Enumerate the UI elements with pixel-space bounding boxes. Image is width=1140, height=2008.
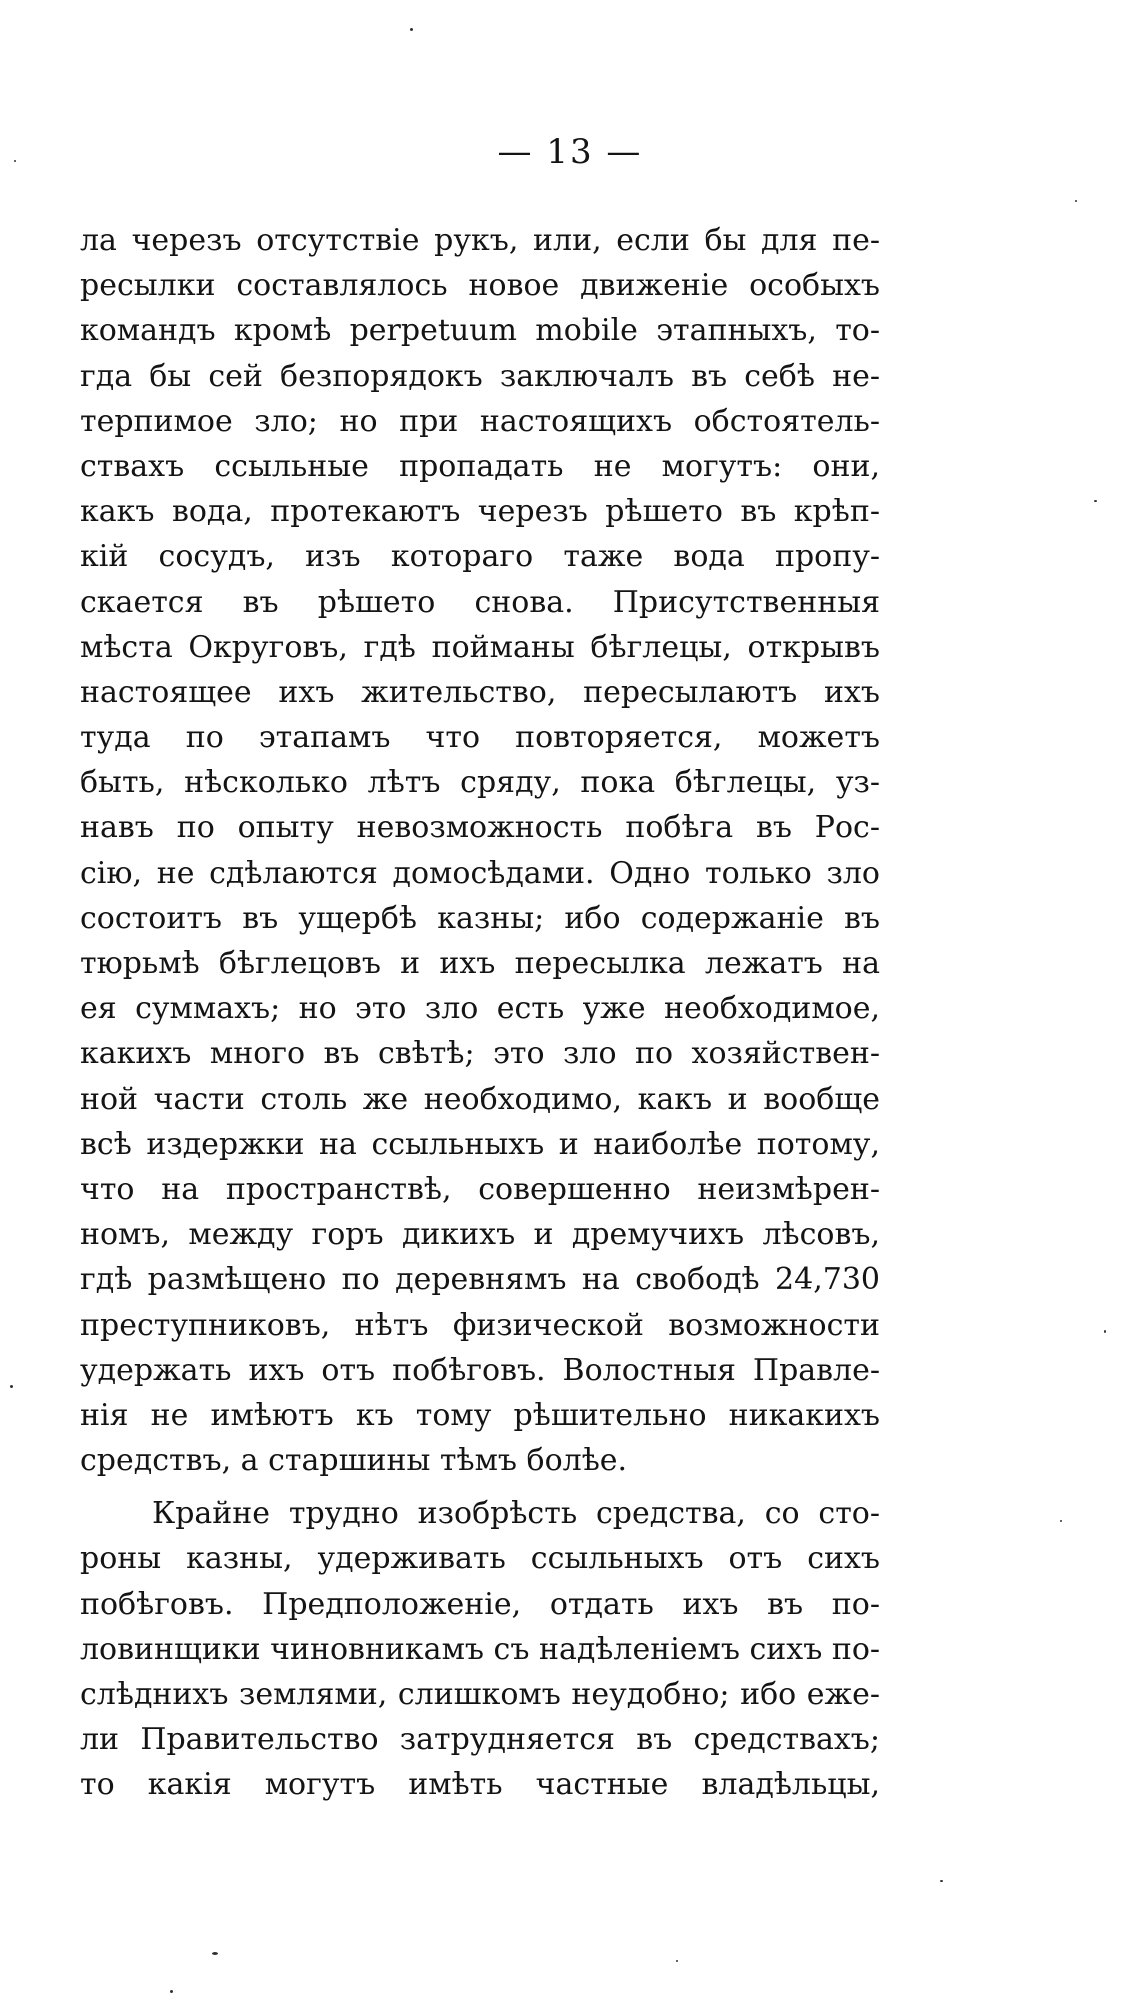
paragraph-2 <box>80 1491 880 1807</box>
text-line: слѣднихъ землями, слишкомъ неудобно; ибо еже- <box>80 1677 880 1712</box>
text-line: быть, нѣсколько лѣтъ сряду, пока бѣглецы, уз- <box>80 765 880 801</box>
text-line: ресылки составлялось новое движеніе особыхъ <box>80 268 880 304</box>
scan-speck <box>940 1880 943 1882</box>
scan-speck <box>212 1952 218 1955</box>
text-line: какихъ много въ свѣтѣ; это зло по хозяйствен- <box>80 1036 880 1072</box>
scan-speck <box>1060 1520 1062 1522</box>
text-line: гда бы сей безпорядокъ заключалъ въ себѣ не- <box>80 358 880 394</box>
text-line: номъ, между горъ дикихъ и дремучихъ лѣсовъ, <box>80 1217 880 1253</box>
text-line: Крайне трудно изобрѣсть средства, со сто- <box>152 1496 880 1532</box>
text-line: тюрьмѣ бѣглецовъ и ихъ пересылка лежатъ на <box>80 946 880 981</box>
scan-speck <box>1094 500 1097 502</box>
scan-speck <box>10 1385 13 1388</box>
text-line: что на пространствѣ, совершенно неизмѣрен- <box>80 1171 880 1207</box>
text-line: состоитъ въ ущербѣ казны; ибо содержаніе въ <box>80 900 880 936</box>
text-line: ея суммахъ; но это зло есть уже необходимое, <box>80 991 880 1027</box>
text-line: гдѣ размѣщено по деревнямъ на свободѣ 24,730 <box>80 1262 880 1298</box>
text-line: мѣста Округовъ, гдѣ пойманы бѣглецы, открывъ <box>80 629 880 665</box>
paragraph-1 <box>80 218 880 1483</box>
scan-speck <box>410 28 413 31</box>
text-line: всѣ издержки на ссыльныхъ и наиболѣе потому, <box>80 1126 880 1162</box>
text-line: кій сосудъ, изъ котораго таже вода пропу- <box>80 539 880 575</box>
text-line: ловинщики чиновникамъ съ надѣленіемъ сихъ по- <box>80 1631 880 1667</box>
text-line: ли Правительство затрудняется въ средствахъ; <box>80 1722 880 1758</box>
text-line: преступниковъ, нѣтъ физической возможности <box>80 1307 880 1343</box>
text-line: сію, не сдѣлаются домосѣдами. Одно только зло <box>80 855 880 891</box>
text-line: настоящее ихъ жительство, пересылаютъ ихъ <box>80 674 880 710</box>
text-line: ствахъ ссыльные пропадать не могутъ: они, <box>80 448 880 484</box>
text-line: то какія могутъ имѣть частные владѣльцы, <box>80 1767 880 1803</box>
text-line: скается въ рѣшето снова. Присутственныя <box>80 584 880 620</box>
text-line: ной части столь же необходимо, какъ и вообще <box>80 1081 880 1117</box>
text-line: средствъ, а старшины тѣмъ болѣе. <box>80 1443 628 1479</box>
scan-speck <box>1104 1330 1106 1333</box>
scan-speck <box>170 1990 173 1993</box>
text-line: нія не имѣютъ къ тому рѣшительно никакихъ <box>80 1397 880 1433</box>
page-number: — 13 — <box>497 132 643 172</box>
text-line: навъ по опыту невозможность побѣга въ Рос- <box>80 810 880 846</box>
text-line: туда по этапамъ что повторяется, можетъ <box>80 720 880 756</box>
text-line: какъ вода, протекаютъ черезъ рѣшето въ крѣп- <box>80 494 880 530</box>
text-line: терпимое зло; но при настоящихъ обстоятель- <box>80 403 880 439</box>
body-text <box>80 218 880 1808</box>
scan-speck <box>1075 200 1077 202</box>
text-line: побѣговъ. Предположеніе, отдать ихъ въ по- <box>80 1586 880 1622</box>
scan-speck <box>14 160 16 162</box>
text-line: командъ кромѣ perpetuum mobile этапныхъ, то- <box>80 313 880 349</box>
scan-speck <box>676 1960 678 1962</box>
text-line: удержать ихъ отъ побѣговъ. Волостныя Правле- <box>80 1352 880 1388</box>
text-line: роны казны, удерживать ссыльныхъ отъ сихъ <box>80 1541 880 1577</box>
text-line: ла черезъ отсутствіе рукъ, или, если бы для пе- <box>80 223 880 258</box>
